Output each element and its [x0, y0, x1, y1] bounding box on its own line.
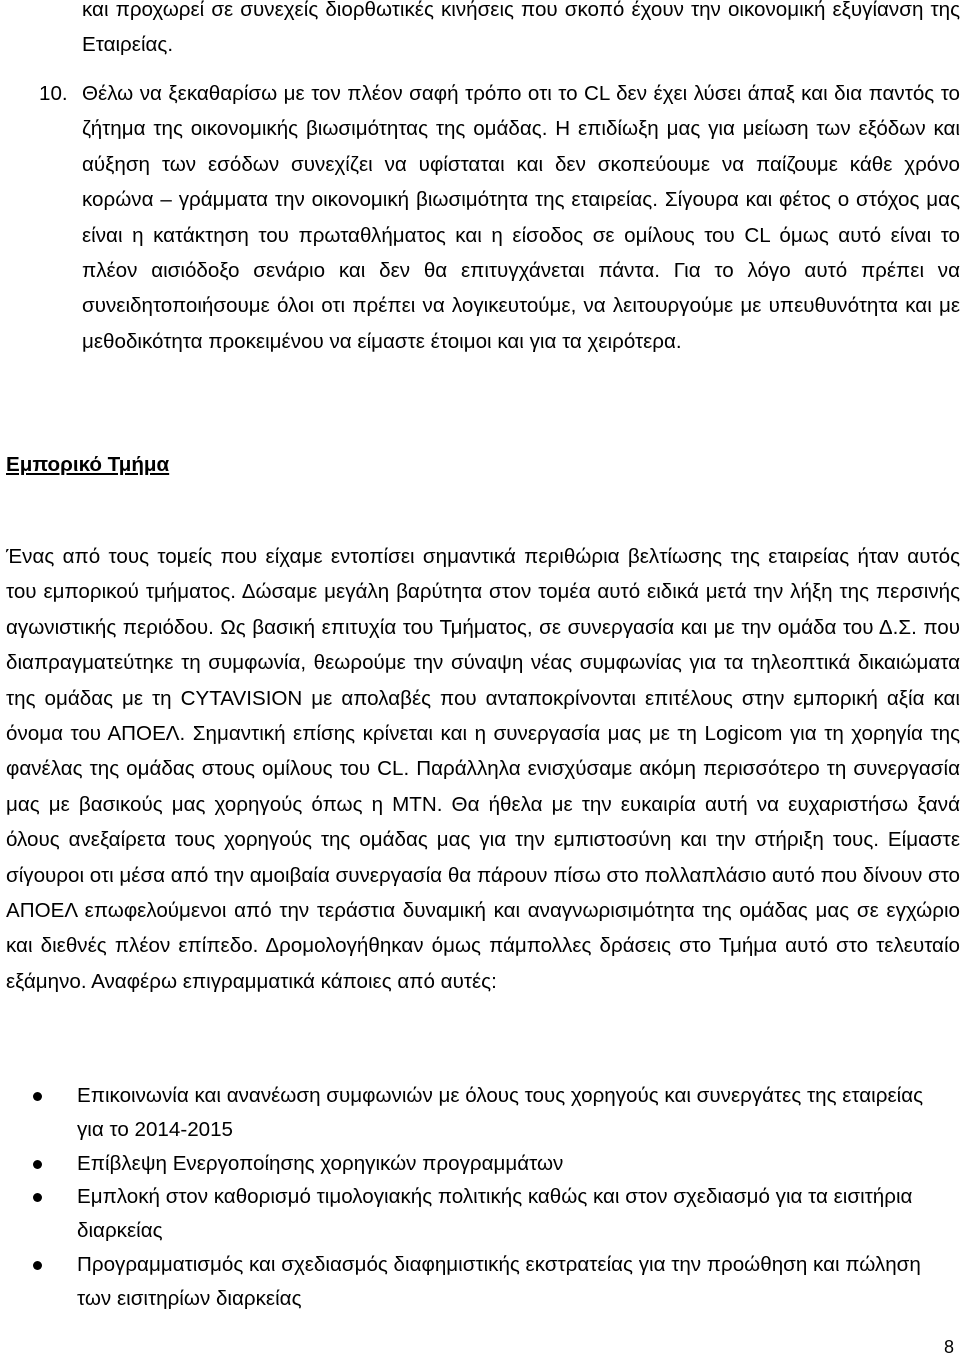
bullet-dot-icon: [33, 1261, 42, 1270]
item-number: 10.: [39, 82, 68, 105]
bullet-dot-icon: [33, 1092, 42, 1101]
bullet-text: Εμπλοκή στον καθορισμό τιμολογιακής πολιτικής καθώς και στον σχεδιασμό για τα εισιτήρια διαρκείας: [77, 1185, 913, 1243]
bullet-item: [0, 1079, 960, 1147]
intro-continuation-paragraph: και προχωρεί σε συνεχείς διορθωτικές κινήσεις που σκοπό έχουν την οικονομική εξυγίανση της Εταιρείας.: [82, 0, 960, 57]
bullet-item: [0, 1180, 960, 1248]
bullet-text: Επικοινωνία και ανανέωση συμφωνιών με όλους τους χορηγούς και συνεργάτες της εταιρείας για το 2014-2015: [77, 1084, 924, 1141]
bullet-item: [0, 1248, 960, 1316]
bullet-text: Προγραμματισμός και σχεδιασμός διαφημιστικής εκστρατείας για την προώθηση και πώληση των εισιτηρίων διαρκείας: [77, 1252, 921, 1310]
numbered-item-10: [39, 76, 960, 359]
item-10-text: Θέλω να ξεκαθαρίσω με τον πλέον σαφή τρόπο οτι το CL δεν έχει λύσει άπαξ και δια παντός το ζήτημα της οικονομικής βιωσιμότητας της ομάδας. Η επιδίωξη μας για μείωση των εξόδων και αύξηση των εσόδων συνεχίζει να υφίσταται και δεν σκοπεύουμε να παίζουμε κάθε χρόνο κορώνα – γράμματα την οικονομική βιωσιμότητα της εταιρείας. Σίγουρα και φέτος ο στόχος μας είναι η κατάκτηση του πρωταθλήματος και η είσοδος σε ομίλους του CL όμως αυτό είναι το πλέον αισιόδοξο σενάριο και δεν θα επιτυγχάνεται πάντα. Για το λόγο αυτό πρέπει να συνειδητοποιήσουμε όλοι οτι πρέπει να λογικευτούμε, να λειτουργούμε με υπευθυνότητα και με μεθοδικότητα προκειμένου να είμαστε έτοιμοι και για τα χειρότερα.: [82, 82, 960, 353]
bullet-dot-icon: [33, 1193, 42, 1202]
actions-bullet-list: [0, 1079, 960, 1316]
page-number: 8: [944, 1337, 955, 1357]
commercial-department-paragraph: Ένας από τους τομείς που είχαμε εντοπίσει σημαντικά περιθώρια βελτίωσης της εταιρείας ήταν αυτός του εμπορικού τμήματος. Δώσαμε μεγάλη βαρύτητα στον τομέα αυτό ειδικά μετά την λήξη της περσινής αγωνιστικής περιόδου. Ως βασική επιτυχία του Τμήματος, σε συνεργασία και με την ομάδα του Δ.Σ. που διαπραγματεύτηκε τη συμφωνία, θεωρούμε την σύναψη νέας συμφωνίας για τα τηλεοπτικά δικαιώματα της ομάδας με τη CYTAVISION με απολαβές που ανταποκρίνονται επιτέλους στην εμπορική αξία και όνομα του ΑΠΟΕΛ. Σημαντική επίσης κρίνεται και η συνεργασία μας με τη Logicom για τη χορηγία της φανέλας της ομάδας στους ομίλους του CL. Παράλληλα ενισχύσαμε ακόμη περισσότερο τη συνεργασία μας με βασικούς μας χορηγούς όπως η MTN. Θα ήθελα με την ευκαιρία αυτή να ευχαριστήσω ξανά όλους ανεξαίρετα τους χορηγούς της ομάδας μας για την εμπιστοσύνη και την στήριξη τους. Είμαστε σίγουροι οτι μέσα από την αμοιβαία συνεργασία θα πάρουν πίσω στο πολλαπλάσιο αυτό που δίνουν στο ΑΠΟΕΛ επωφελούμενοι από την τεράστια δυναμική και αναγνωρισιμότητα της ομάδας μας σε εγχώριο και διεθνές πλέον επίπεδο. Δρομολογήθηκαν όμως πάμπολλες δράσεις στο Τμήμα αυτό στο τελευταίο εξάμηνο. Αναφέρω επιγραμματικά κάποιες από αυτές:: [6, 545, 960, 993]
bullet-item: [0, 1147, 960, 1181]
bullet-dot-icon: [33, 1160, 42, 1169]
bullet-text: Επίβλεψη Ενεργοποίησης χορηγικών προγραμμάτων: [77, 1151, 564, 1175]
section-heading: Εμπορικό Τμήμα: [6, 453, 170, 476]
